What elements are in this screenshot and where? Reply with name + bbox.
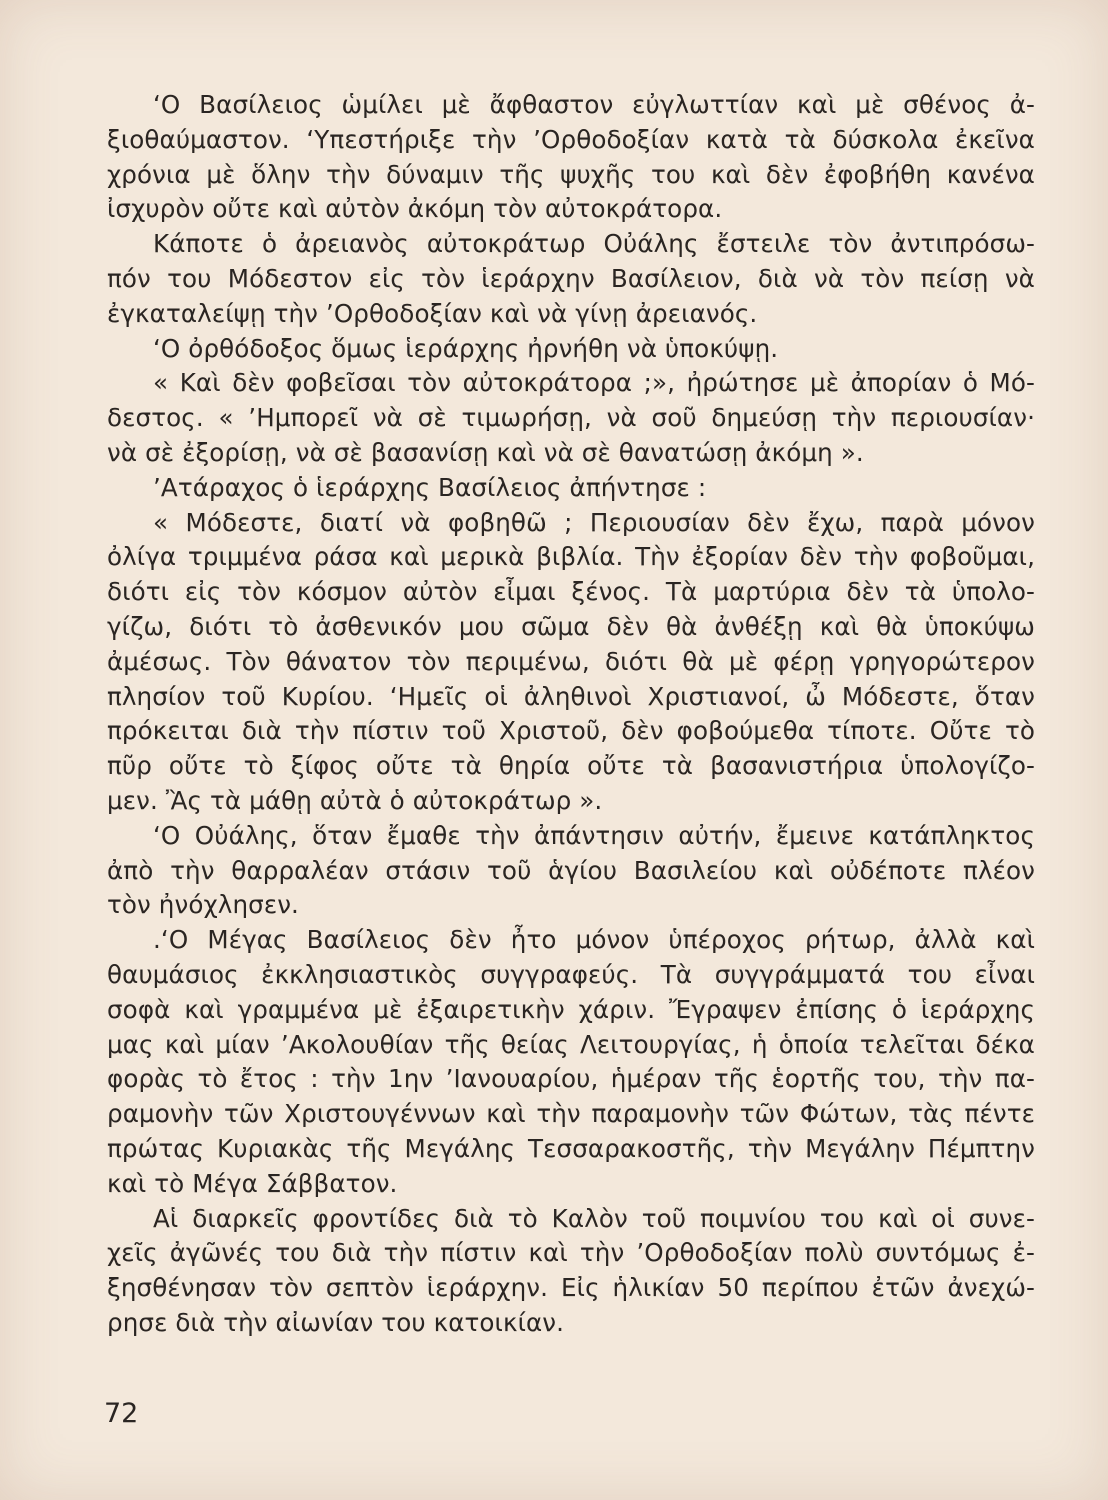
text-line: θαυμάσιος ἐκκλησιαστικὸς συγγραφεύς. Τὰ συγγράμματά του εἶναι [107,959,1035,989]
text-line: ξησθένησαν τὸν σεπτὸν ἱεράρχην. Εἰς ἡλικίαν 50 περίπου ἐτῶν ἀνεχώ- [107,1273,1035,1303]
text-line: νὰ σὲ ἐξορίσῃ, νὰ σὲ βασανίσῃ καὶ νὰ σὲ θανατώσῃ ἀκόμη ». [107,437,864,467]
text-line: διότι εἰς τὸν κόσμον αὐτὸν εἶμαι ξένος. Τὰ μαρτύρια δὲν τὰ ὑπολο- [107,577,1035,607]
text-line: « Μόδεστε, διατί νὰ φοβηθῶ ; Περιουσίαν δὲν ἔχω, παρὰ μόνον [153,507,1035,537]
text-line: ‘Ο Βασίλειος ὡμίλει μὲ ἄφθαστον εὐγλωττίαν καὶ μὲ σθένος ἀ- [153,90,1035,119]
text-line: ἐγκαταλείψῃ τὴν ’Ορθοδοξίαν καὶ νὰ γίνῃ ἀρειανός. [107,298,758,328]
text-line: « Καὶ δὲν φοβεῖσαι τὸν αὐτοκράτορα ;», ἠρώτησε μὲ ἀπορίαν ὁ Μό- [153,368,1035,398]
text-line: Αἱ διαρκεῖς φροντίδες διὰ τὸ Καλὸν τοῦ ποιμνίου του καὶ οἱ συνε- [153,1203,1035,1233]
text-line: .‘Ο Μέγας Βασίλειος δὲν ἦτο μόνον ὑπέροχος ρήτωρ, ἀλλὰ καὶ [153,925,1035,955]
text-line: καὶ τὸ Μέγα Σάββατον. [107,1168,398,1198]
text-line: σοφὰ καὶ γραμμένα μὲ ἐξαιρετικὴν χάριν. Ἔγραψεν ἐπίσης ὁ ἱεράρχης [107,994,1035,1024]
text-line: ὀλίγα τριμμένα ράσα καὶ μερικὰ βιβλία. Τὴν ἐξορίαν δὲν τὴν φοβοῦμαι, [107,542,1035,572]
body-text [107,88,1035,1341]
text-line: ‘Ο Οὐάλης, ὅταν ἔμαθε τὴν ἀπάντησιν αὐτήν, ἔμεινε κατάπληκτος [153,820,1035,850]
text-line: μας καὶ μίαν ’Ακολουθίαν τῆς θείας Λειτουργίας, ἡ ὁποία τελεῖται δέκα [107,1029,1035,1059]
text-line: ἰσχυρὸν οὔτε καὶ αὐτὸν ἀκόμη τὸν αὐτοκράτορα. [107,194,723,224]
text-line: πλησίον τοῦ Κυρίου. ‘Ημεῖς οἱ ἀληθινοὶ Χριστιανοί, ὦ Μόδεστε, ὅταν [107,681,1035,711]
text-line: ραμονὴν τῶν Χριστουγέννων καὶ τὴν παραμονὴν τῶν Φώτων, τὰς πέντε [107,1099,1035,1129]
text-line: πόν του Μόδεστον εἰς τὸν ἱεράρχην Βασίλειον, διὰ νὰ τὸν πείσῃ νὰ [107,263,1035,293]
text-line: δεστος. « ’Ημπορεῖ νὰ σὲ τιμωρήσῃ, νὰ σοῦ δημεύσῃ τὴν περιουσίαν· [107,403,1035,433]
text-line: χεῖς ἀγῶνές του διὰ τὴν πίστιν καὶ τὴν ’Ορθοδοξίαν πολὺ συντόμως ἐ- [107,1238,1035,1268]
text-line: ’Ατάραχος ὁ ἱεράρχης Βασίλειος ἀπήντησε : [153,472,707,502]
text-line: πῦρ οὔτε τὸ ξίφος οὔτε τὰ θηρία οὔτε τὰ βασανιστήρια ὑπολογίζο- [107,751,1035,781]
text-line: χρόνια μὲ ὅλην τὴν δύναμιν τῆς ψυχῆς του καὶ δὲν ἐφοβήθη κανένα [107,159,1035,189]
text-line: Κάποτε ὁ ἀρειανὸς αὐτοκράτωρ Οὐάλης ἔστειλε τὸν ἀντιπρόσω- [153,229,1035,259]
text-line: μεν. Ἂς τὰ μάθῃ αὐτὰ ὁ αὐτοκράτωρ ». [107,785,603,815]
text-line: πρόκειται διὰ τὴν πίστιν τοῦ Χριστοῦ, δὲν φοβούμεθα τίποτε. Οὔτε τὸ [107,716,1035,746]
text-line: ἀμέσως. Τὸν θάνατον τὸν περιμένω, διότι θὰ μὲ φέρῃ γρηγορώτερον [107,646,1035,676]
page-number: 72 [104,1398,139,1429]
text-line: γίζω, διότι τὸ ἀσθενικόν μου σῶμα δὲν θὰ ἀνθέξῃ καὶ θὰ ὑποκύψω [107,611,1035,641]
text-line: ξιοθαύμαστον. ‘Υπεστήριξε τὴν ’Ορθοδοξίαν κατὰ τὰ δύσκολα ἐκεῖνα [107,124,1035,154]
text-line: ρησε διὰ τὴν αἰωνίαν του κατοικίαν. [107,1307,565,1337]
text-line: ‘Ο ὀρθόδοξος ὅμως ἱεράρχης ἠρνήθη νὰ ὑποκύψῃ. [153,333,779,363]
text-line: πρώτας Κυριακὰς τῆς Μεγάλης Τεσσαρακοστῆς, τὴν Μεγάλην Πέμπτην [107,1133,1035,1163]
text-line: ἀπὸ τὴν θαρραλέαν στάσιν τοῦ ἁγίου Βασιλείου καὶ οὐδέποτε πλέον [107,855,1035,885]
text-line: τὸν ἠνόχλησεν. [107,890,299,920]
text-line: φορὰς τὸ ἔτος : τὴν 1ην ’Ιανουαρίου, ἡμέραν τῆς ἑορτῆς του, τὴν πα- [107,1064,1035,1094]
